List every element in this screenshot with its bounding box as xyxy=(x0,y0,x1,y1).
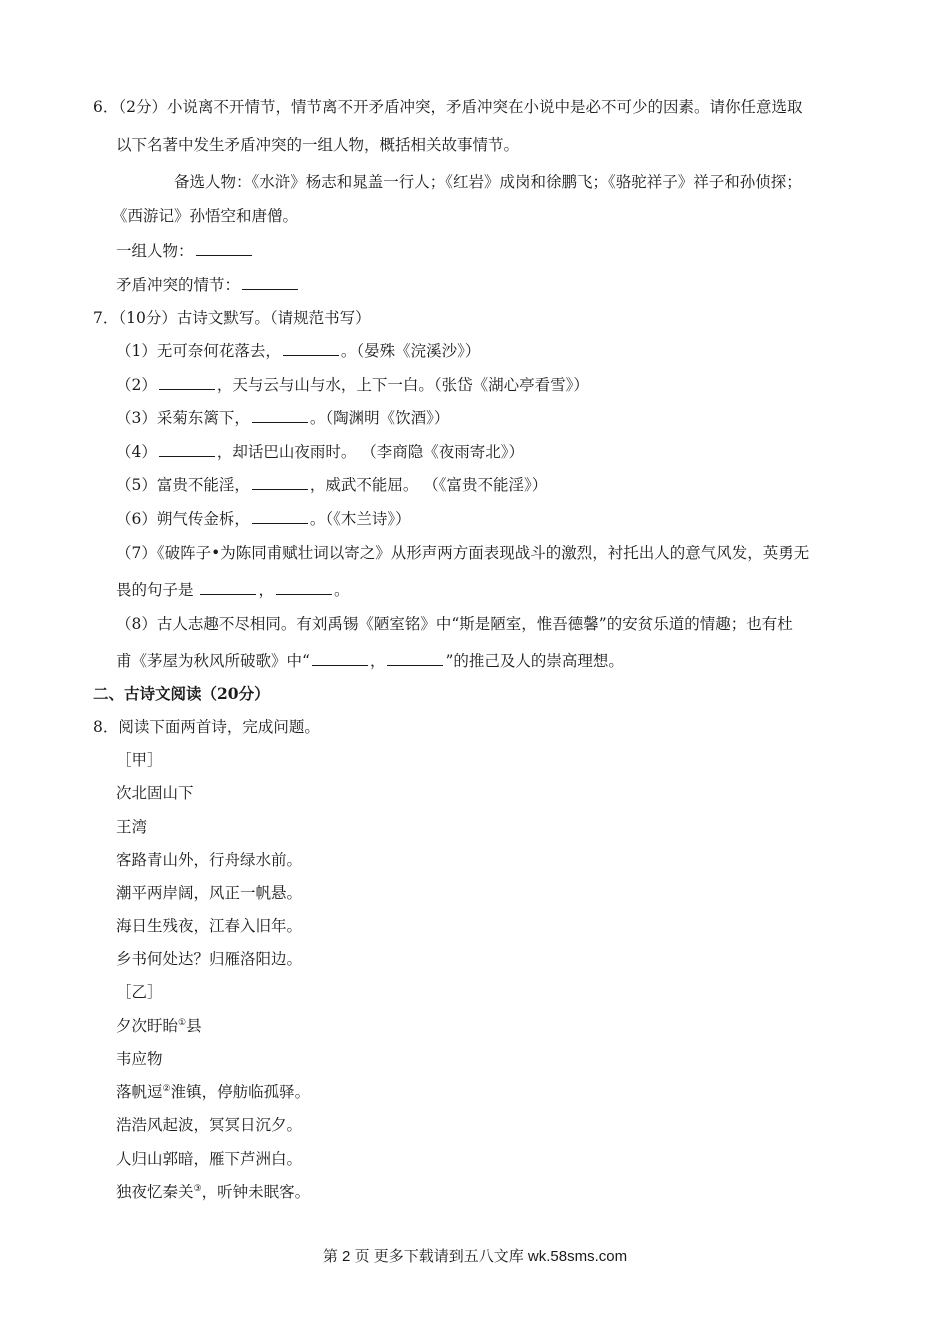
q7-item-2-blank xyxy=(159,375,215,390)
q6-plot-label: 矛盾冲突的情节： xyxy=(116,276,241,294)
q7-item-8-blank-2 xyxy=(387,651,443,666)
q7-item-3-text-b: 。（陶渊明《饮酒》） xyxy=(309,409,450,427)
poem-2-line xyxy=(116,1181,310,1203)
q8-title: 8．阅读下面两首诗，完成问题。 xyxy=(93,718,320,736)
q7-title: 7．（10分）古诗文默写。（请规范书写） xyxy=(93,309,371,327)
q6-line-2: 以下名著中发生矛盾冲突的一组人物，概括相关故事情节。 xyxy=(116,136,520,154)
q6-candidates: 备选人物：《水浒》杨志和晁盖一行人；《红岩》成岗和徐鹏飞；《骆驼祥子》祥子和孙侦探； xyxy=(174,173,802,191)
q7-item-7-line-1: （7）《破阵子•为陈同甫赋壮词以寄之》从形声两方面表现战斗的激烈，衬托出人的意气风发，英勇无 xyxy=(116,544,810,562)
q6-plot-blank xyxy=(242,275,298,290)
q7-item-4 xyxy=(116,441,524,463)
q7-item-6-blank xyxy=(252,509,308,524)
poem-2-line-1-text-b: 淮镇，停舫临孤驿。 xyxy=(170,1083,311,1101)
poem-2-line: 人归山郭暗，雁下芦洲白。 xyxy=(116,1150,303,1168)
q7-item-8-line-1: （8）古人志趣不尽相同。有刘禹锡《陋室铭》中“斯是陋室，惟吾德馨”的安贫乐道的情趣；也有杜 xyxy=(116,615,793,633)
q6-characters-label: 一组人物： xyxy=(116,242,194,260)
poem-1-line: 客路青山外，行舟绿水前。 xyxy=(116,851,303,869)
q7-item-2-text-a: （2） xyxy=(116,376,157,394)
q7-item-6-text-b: 。（《木兰诗》） xyxy=(309,510,411,528)
poem-2-line: 浩浩风起波，冥冥日沉夕。 xyxy=(116,1116,303,1134)
q7-item-8-text-a: 甫《茅屋为秋风所破歌》中“ xyxy=(116,652,310,670)
q7-item-7-text-a: 畏的句子是 xyxy=(116,581,199,599)
poem-2-title-text-a: 夕次盱眙 xyxy=(116,1017,179,1035)
q7-item-4-text-b: ，却话巴山夜雨时。 （李商隐《夜雨寄北》） xyxy=(216,443,525,461)
poem-1-label: ［甲］ xyxy=(116,751,163,769)
q7-item-5-blank xyxy=(252,475,308,490)
q7-item-1-blank xyxy=(283,341,339,356)
poem-2-line-4-text-b: ，听钟未眠客。 xyxy=(201,1183,311,1201)
q7-item-6 xyxy=(116,508,411,530)
footnote-marker: ② xyxy=(162,1083,171,1094)
q7-item-3 xyxy=(116,407,449,429)
q7-item-4-text-a: （4） xyxy=(116,443,157,461)
q7-item-2 xyxy=(116,374,589,396)
q7-item-7-blank-2 xyxy=(276,580,332,595)
q7-item-1 xyxy=(116,340,480,362)
q7-item-8-line-2 xyxy=(116,650,624,672)
poem-2-label: ［乙］ xyxy=(116,983,163,1001)
page-footer: 第 2 页 更多下载请到五八文库 wk.58sms.com xyxy=(322,1248,628,1265)
q7-item-5-text-b: ，威武不能屈。 （《富贵不能淫》） xyxy=(309,476,548,494)
q7-item-3-text-a: （3）采菊东篱下， xyxy=(116,409,250,427)
poem-2-title-text-b: 县 xyxy=(186,1017,202,1035)
q7-item-7-text-c: 。 xyxy=(333,581,350,599)
q7-item-7-line-2 xyxy=(116,579,349,601)
poem-1-author: 王湾 xyxy=(116,818,148,836)
q6-characters-line xyxy=(116,240,254,262)
q7-item-3-blank xyxy=(252,408,308,423)
q7-item-1-text-a: （1）无可奈何花落去， xyxy=(116,342,281,360)
q7-item-6-text-a: （6）朔气传金柝， xyxy=(116,510,250,528)
q6-line-1: 6．（2分）小说离不开情节，情节离不开矛盾冲突，矛盾冲突在小说中是必不可少的因素。请你任意选取 xyxy=(93,98,803,116)
q7-item-8-blank-1 xyxy=(312,651,368,666)
q7-item-8-text-c: ”的推己及人的崇高理想。 xyxy=(445,652,624,670)
poem-2-line xyxy=(116,1081,310,1103)
q7-item-7-blank-1 xyxy=(200,580,256,595)
poem-2-author: 韦应物 xyxy=(116,1050,163,1068)
q6-candidates-cont: 《西游记》孙悟空和唐僧。 xyxy=(112,207,299,225)
q7-item-2-text-b: ，天与云与山与水，上下一白。（张岱《湖心亭看雪》） xyxy=(216,376,589,394)
footnote-marker: ① xyxy=(178,1017,187,1028)
q7-item-8-text-b: ， xyxy=(369,652,386,670)
q7-item-7-text-b: ， xyxy=(258,581,274,599)
poem-2-line-1-text-a: 落帆逗 xyxy=(116,1083,163,1101)
poem-1-title: 次北固山下 xyxy=(116,784,194,802)
q6-plot-line xyxy=(116,274,300,296)
q7-item-1-text-b: 。（晏殊《浣溪沙》） xyxy=(340,342,481,360)
q7-item-5-text-a: （5）富贵不能淫， xyxy=(116,476,250,494)
poem-2-title xyxy=(116,1015,202,1037)
poem-1-line: 乡书何处达？归雁洛阳边。 xyxy=(116,950,303,968)
poem-2-line-4-text-a: 独夜忆秦关 xyxy=(116,1183,194,1201)
q7-item-4-blank xyxy=(159,442,215,457)
section-2-heading: 二、古诗文阅读（20分） xyxy=(93,684,270,703)
q6-characters-blank xyxy=(196,241,252,256)
footnote-marker: ③ xyxy=(193,1183,202,1194)
poem-1-line: 海日生残夜，江春入旧年。 xyxy=(116,917,303,935)
q7-item-5 xyxy=(116,474,547,496)
poem-1-line: 潮平两岸阔，风正一帆悬。 xyxy=(116,884,303,902)
